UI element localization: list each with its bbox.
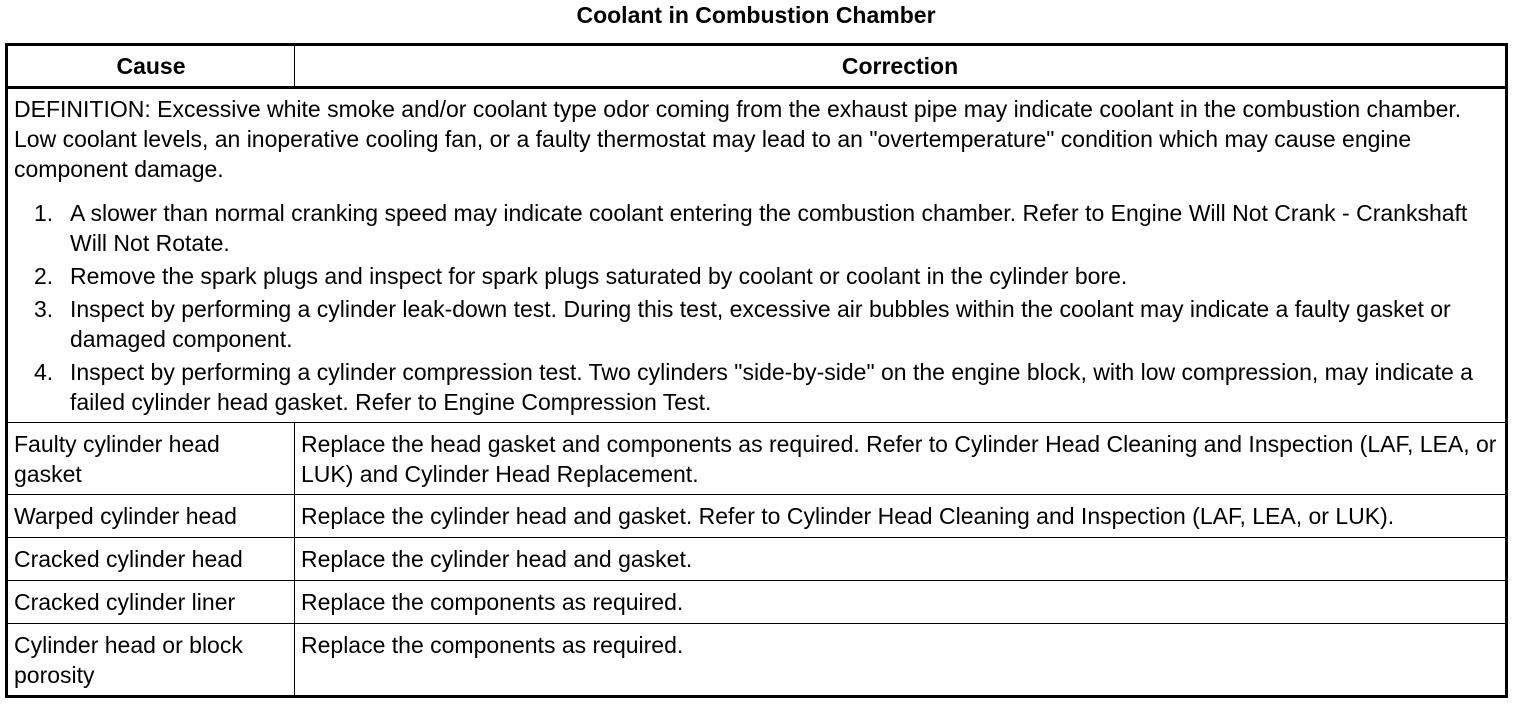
- cause-cell: Warped cylinder head: [7, 495, 295, 538]
- cause-cell: Cracked cylinder liner: [7, 581, 295, 624]
- correction-cell: Replace the head gasket and components as required. Refer to Cylinder Head Cleaning and Inspection (LAF, LEA, or LUK) and Cylinder Head Replacement.: [295, 423, 1507, 495]
- correction-cell: Replace the components as required.: [295, 624, 1507, 697]
- step-item: [34, 198, 1499, 258]
- table-row: [7, 581, 1507, 624]
- correction-cell: Replace the cylinder head and gasket. Refer to Cylinder Head Cleaning and Inspection (LAF, LEA, or LUK).: [295, 495, 1507, 538]
- correction-column-header: Correction: [295, 45, 1507, 88]
- cause-cell: Cracked cylinder head: [7, 538, 295, 581]
- definition-cell: [7, 88, 1507, 423]
- step-number: 1.: [34, 200, 54, 226]
- step-text: Remove the spark plugs and inspect for spark plugs saturated by coolant or coolant in the cylinder bore.: [70, 263, 1128, 289]
- step-item: [34, 294, 1499, 354]
- cause-cell: Faulty cylinder head gasket: [7, 423, 295, 495]
- correction-cell: Replace the components as required.: [295, 581, 1507, 624]
- step-item: [34, 357, 1499, 417]
- table-row: [7, 495, 1507, 538]
- step-text: Inspect by performing a cylinder compression test. Two cylinders "side-by-side" on the engine block, with low compression, may indicate a failed cylinder head gasket. Refer to Engine Compression Test.: [70, 359, 1473, 415]
- table-row: [7, 538, 1507, 581]
- step-item: [34, 261, 1499, 291]
- step-number: 4.: [34, 359, 54, 385]
- page-title: Coolant in Combustion Chamber: [576, 2, 936, 28]
- step-text: A slower than normal cranking speed may indicate coolant entering the combustion chamber. Refer to Engine Will Not Crank - Crankshaft Will Not Rotate.: [70, 200, 1468, 256]
- definition-row: [7, 88, 1507, 423]
- table-header-row: [7, 45, 1507, 88]
- step-text: Inspect by performing a cylinder leak-down test. During this test, excessive air bubbles within the coolant may indicate a faulty gasket or damaged component.: [70, 296, 1451, 352]
- definition-text: DEFINITION: Excessive white smoke and/or coolant type odor coming from the exhaust pipe may indicate coolant in the combustion chamber. Low coolant levels, an inoperative cooling fan, or a faulty thermostat may lead to an "overtemperature" condition which may cause engine component damage.: [14, 96, 1462, 182]
- table-row: [7, 624, 1507, 697]
- cause-column-header: Cause: [7, 45, 295, 88]
- cause-cell: Cylinder head or block porosity: [7, 624, 295, 697]
- diagnostic-steps-list: [14, 198, 1499, 417]
- step-number: 3.: [34, 296, 54, 322]
- table-row: [7, 423, 1507, 495]
- step-number: 2.: [34, 263, 54, 289]
- correction-cell: Replace the cylinder head and gasket.: [295, 538, 1507, 581]
- diagnostic-table: [5, 43, 1508, 698]
